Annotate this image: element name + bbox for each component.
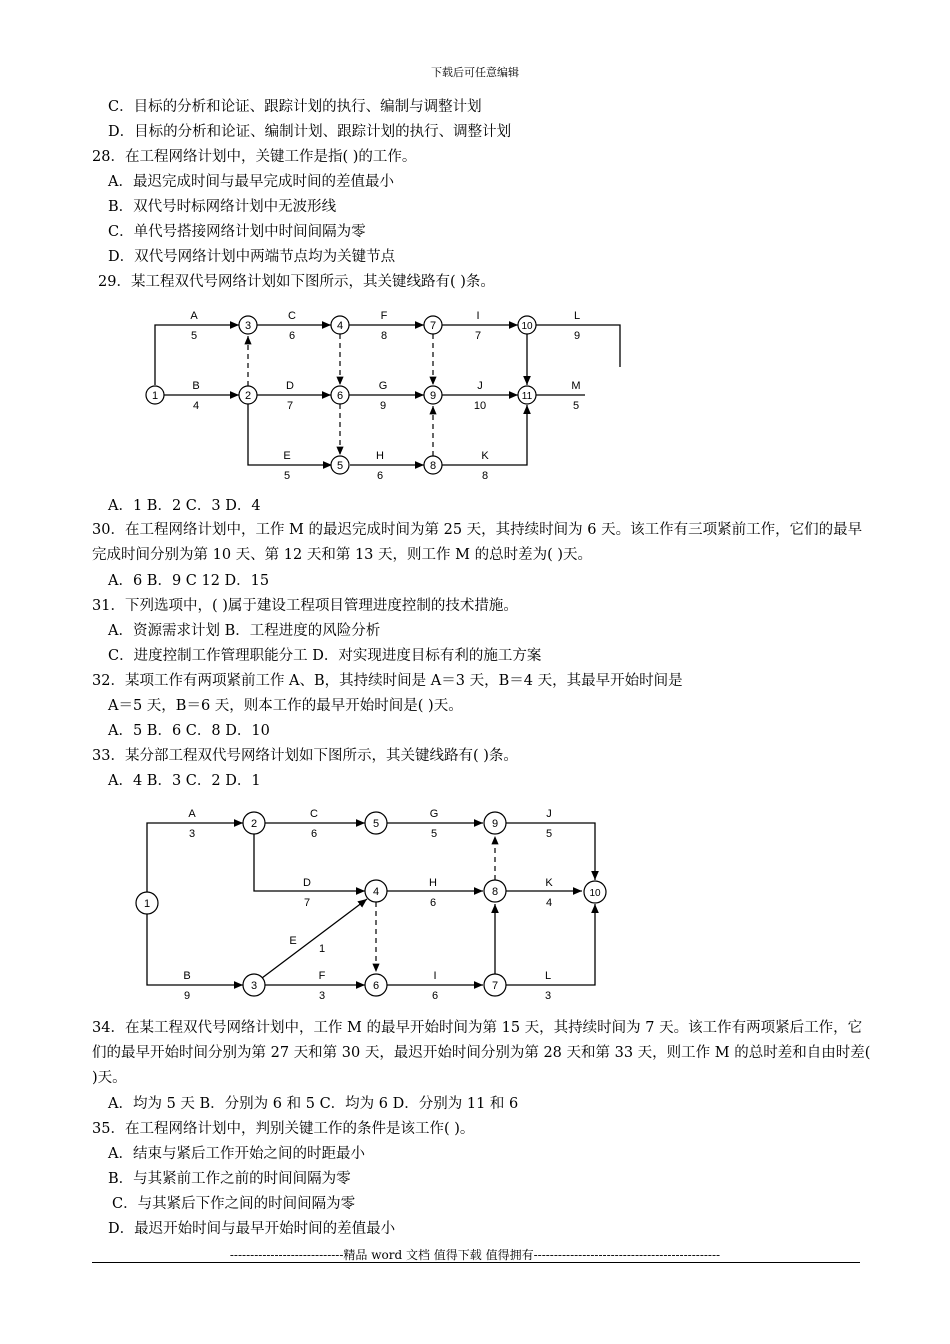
- q33-act-f-dur: 3: [318, 990, 326, 1002]
- q29-act-d-name: D: [286, 380, 294, 392]
- page-header: 下载后可任意编辑: [431, 66, 519, 79]
- q29-options: A．1 B．2 C．3 D．4: [108, 498, 261, 514]
- q29-act-i-name: I: [476, 310, 480, 322]
- q29-node-4-label: 4: [336, 320, 344, 332]
- q30-options: A．6 B．9 C 12 D．15: [108, 573, 270, 589]
- q33-node-10-label: 10: [589, 888, 601, 899]
- q33-options: A．4 B．3 C．2 D．1: [108, 773, 261, 789]
- q27-option-c: C．目标的分析和论证、跟踪计划的执行、编制与调整计划: [108, 99, 482, 115]
- q33-node-5-label: 5: [372, 818, 380, 830]
- q29-act-b-dur: 4: [192, 400, 200, 412]
- q29-node-8-label: 8: [429, 460, 437, 472]
- q33-node-1-label: 1: [143, 898, 151, 910]
- q29-node-11-label: 11: [521, 391, 533, 402]
- q35-option-c: C．与其紧后下作之间的时间间隔为零: [112, 1196, 356, 1212]
- q33-act-h-dur: 6: [429, 897, 437, 909]
- q35-stem: 35．在工程网络计划中，判别关键工作的条件是该工作( )。: [92, 1121, 475, 1137]
- q29-node-10-label: 10: [521, 321, 533, 332]
- q29-node-7-label: 7: [429, 320, 437, 332]
- q28-option-b: B．双代号时标网络计划中无波形线: [108, 199, 337, 215]
- q27-option-d: D．目标的分析和论证、编制计划、跟踪计划的执行、调整计划: [108, 124, 512, 140]
- q33-act-a-name: A: [188, 808, 196, 820]
- q33-stem: 33．某分部工程双代号网络计划如下图所示，其关键线路有( )条。: [92, 748, 518, 764]
- q33-network-diagram: [125, 800, 625, 1010]
- q33-act-e-dur: 1: [318, 943, 326, 955]
- q29-stem: 29．某工程双代号网络计划如下图所示，其关键线路有( )条。: [98, 274, 495, 290]
- q33-act-l-dur: 3: [544, 990, 552, 1002]
- q33-act-k-dur: 4: [545, 897, 553, 909]
- q31-stem: 31．下列选项中，( )属于建设工程项目管理进度控制的技术措施。: [92, 598, 518, 614]
- q29-act-h-dur: 6: [376, 470, 384, 482]
- q35-option-a: A．结束与紧后工作开始之间的时距最小: [108, 1146, 365, 1162]
- q29-act-f-dur: 8: [380, 330, 388, 342]
- q28-option-a: A．最迟完成时间与最早完成时间的差值最小: [108, 174, 394, 190]
- q33-act-i-name: I: [433, 970, 437, 982]
- q29-act-a-dur: 5: [190, 330, 198, 342]
- q28-stem: 28．在工程网络计划中，关键工作是指( )的工作。: [92, 149, 417, 165]
- q28-option-c: C．单代号搭接网络计划中时间间隔为零: [108, 224, 366, 240]
- q33-node-8-label: 8: [491, 886, 499, 898]
- q29-act-j-name: J: [477, 380, 483, 392]
- q29-act-j-dur: 10: [473, 400, 487, 412]
- q31-options-cd: C．进度控制工作管理职能分工 D．对实现进度目标有利的施工方案: [108, 648, 542, 664]
- q32-options: A．5 B．6 C．8 D．10: [108, 723, 270, 739]
- q33-act-j-name: J: [546, 808, 552, 820]
- q33-node-7-label: 7: [491, 980, 499, 992]
- q29-node-5-label: 5: [336, 460, 344, 472]
- q33-node-6-label: 6: [372, 980, 380, 992]
- q33-node-3-label: 3: [250, 980, 258, 992]
- q29-act-m-name: M: [571, 380, 581, 392]
- q29-act-g-name: G: [378, 380, 388, 392]
- q33-node-2-label: 2: [250, 818, 258, 830]
- q28-option-d: D．双代号网络计划中两端节点均为关键节点: [108, 249, 396, 265]
- q29-act-i-dur: 7: [474, 330, 482, 342]
- q29-act-e-dur: 5: [283, 470, 291, 482]
- q34-stem: 34．在某工程双代号网络计划中，工作 M 的最早开始时间为第 15 天，其持续时间为 7 天。该工作有两项紧后工作，它们的最早开始时间分别为第 27 天和第 30 天，最迟开始时间分别为第 28 天和第 33 天，则工作 M 的总时差和自由时差( )天。: [92, 1020, 871, 1086]
- q35-option-d: D．最迟开始时间与最早开始时间的差值最小: [108, 1221, 396, 1237]
- q33-act-e-name: E: [289, 935, 297, 947]
- q29-act-h-name: H: [376, 450, 384, 462]
- q29-act-l-dur: 9: [573, 330, 581, 342]
- q33-act-j-dur: 5: [545, 828, 553, 840]
- q33-act-l-name: L: [544, 970, 552, 982]
- q33-node-4-label: 4: [372, 886, 380, 898]
- q33-node-9-label: 9: [491, 818, 499, 830]
- q33-act-h-name: H: [429, 877, 437, 889]
- q29-act-m-dur: 5: [572, 400, 580, 412]
- page-footer: ----------------------------精品 word 文档 值得下载 值得拥有----------------------------------------------: [229, 1248, 721, 1262]
- q33-act-f-name: F: [318, 970, 326, 982]
- q32-stem-line1: 32．某项工作有两项紧前工作 A、B，其持续时间是 A＝3 天，B＝4 天，其最早开始时间是: [92, 673, 683, 689]
- q29-act-a-name: A: [190, 310, 198, 322]
- q35-option-b: B．与其紧前工作之前的时间间隔为零: [108, 1171, 351, 1187]
- q29-act-e-name: E: [283, 450, 291, 462]
- q29-act-k-dur: 8: [481, 470, 489, 482]
- q29-act-g-dur: 9: [379, 400, 387, 412]
- q33-act-g-name: G: [429, 808, 439, 820]
- q29-node-1-label: 1: [151, 390, 159, 402]
- q33-act-k-name: K: [545, 877, 553, 889]
- q29-act-l-name: L: [573, 310, 581, 322]
- q33-act-i-dur: 6: [431, 990, 439, 1002]
- q29-act-b-name: B: [192, 380, 200, 392]
- q33-act-c-name: C: [310, 808, 318, 820]
- q30-stem: 30．在工程网络计划中，工作 M 的最迟完成时间为第 25 天，其持续时间为 6 天。该工作有三项紧前工作，它们的最早完成时间分别为第 10 天、第 12 天和第 13 天，则工作 M 的总时差为( )天。: [92, 522, 863, 563]
- q29-node-9-label: 9: [429, 390, 437, 402]
- q33-act-d-name: D: [303, 877, 311, 889]
- q29-node-3-label: 3: [244, 320, 252, 332]
- q34-options: A．均为 5 天 B．分别为 6 和 5 C．均为 6 D．分别为 11 和 6: [108, 1096, 519, 1112]
- q29-node-6-label: 6: [336, 390, 344, 402]
- q29-act-f-name: F: [380, 310, 388, 322]
- q29-act-c-dur: 6: [288, 330, 296, 342]
- q29-act-d-dur: 7: [286, 400, 294, 412]
- q29-act-c-name: C: [288, 310, 296, 322]
- q29-network-diagram: [140, 305, 640, 490]
- q33-act-c-dur: 6: [310, 828, 318, 840]
- q29-act-k-name: K: [481, 450, 489, 462]
- footer-rule: [92, 1262, 860, 1263]
- q31-options-ab: A．资源需求计划 B．工程进度的风险分析: [108, 623, 381, 639]
- q32-stem-line2: A＝5 天，B＝6 天，则本工作的最早开始时间是( )天。: [108, 698, 463, 714]
- q33-act-g-dur: 5: [430, 828, 438, 840]
- q33-act-b-name: B: [183, 970, 191, 982]
- q29-node-2-label: 2: [244, 390, 252, 402]
- q33-act-a-dur: 3: [188, 828, 196, 840]
- q33-act-d-dur: 7: [303, 897, 311, 909]
- q33-act-b-dur: 9: [183, 990, 191, 1002]
